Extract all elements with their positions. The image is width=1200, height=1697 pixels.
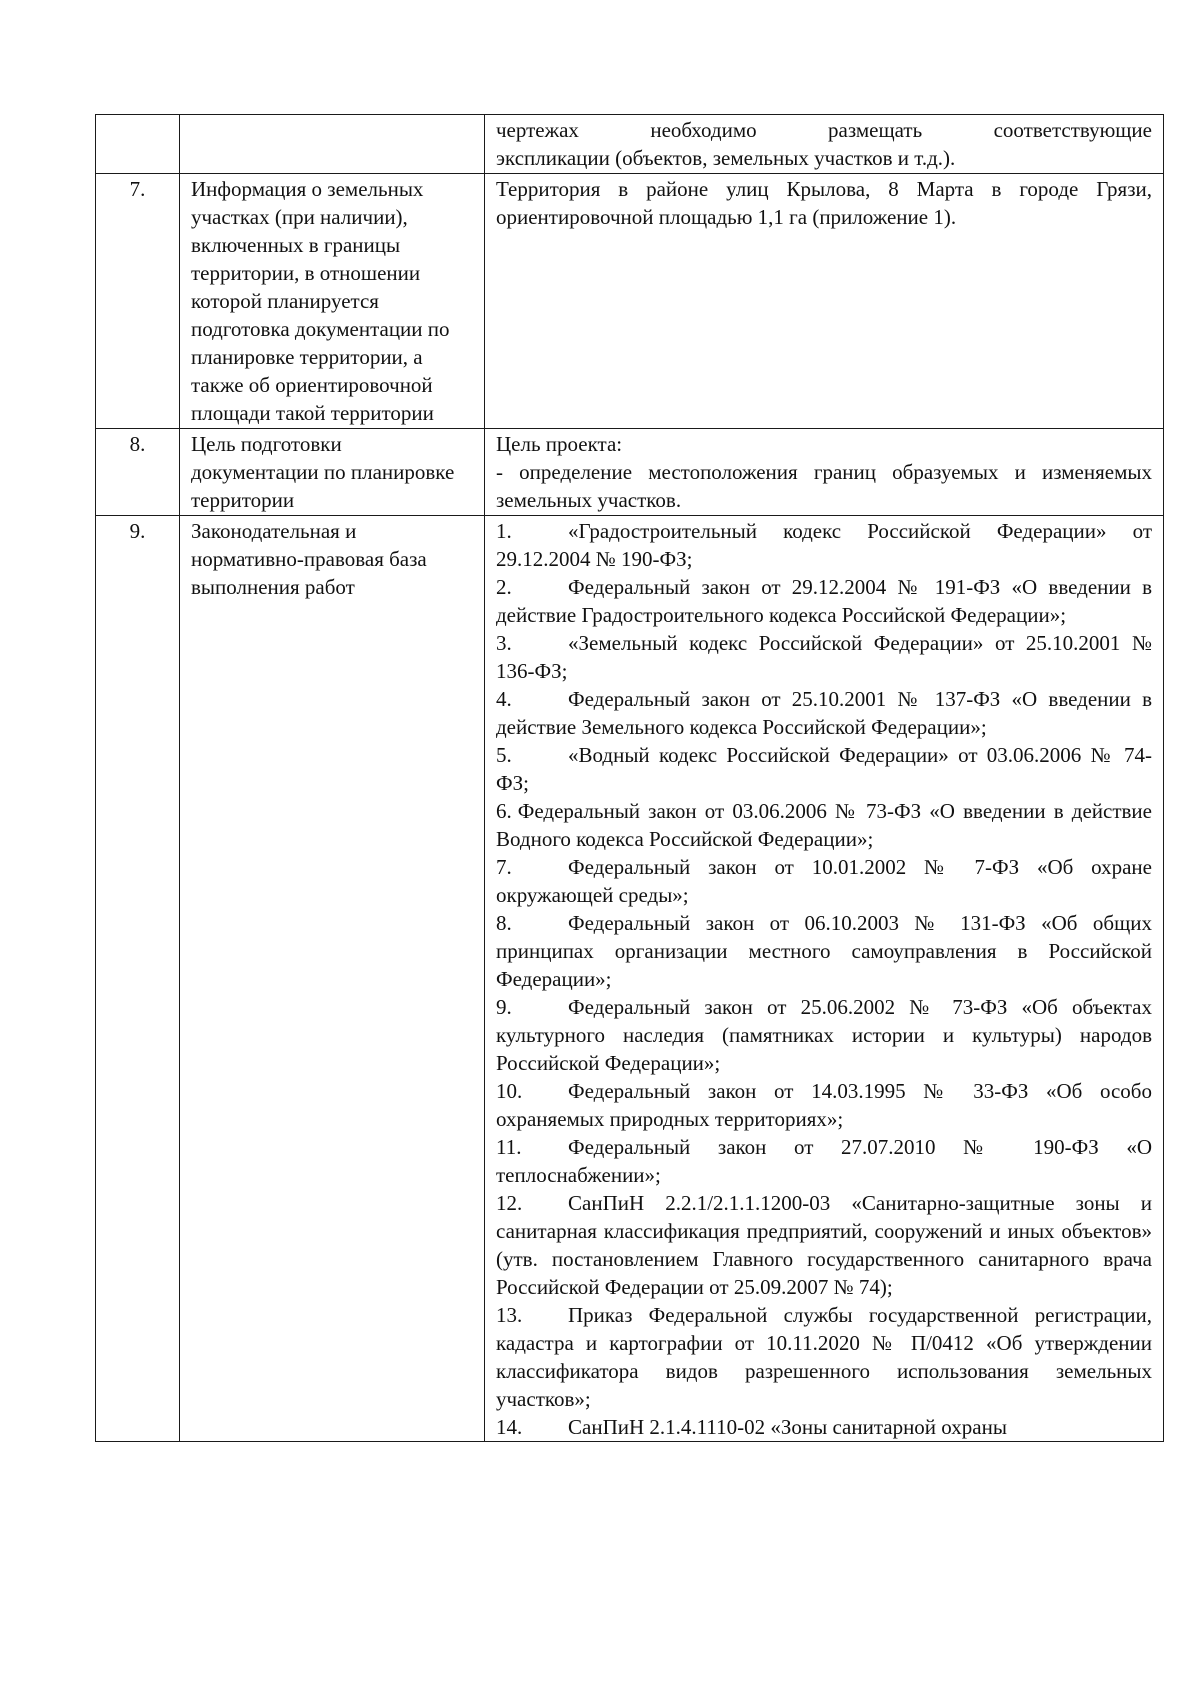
table-row bbox=[96, 115, 1164, 174]
law-list-item-number: 5. bbox=[496, 743, 512, 767]
law-list-item bbox=[496, 629, 1152, 685]
law-list-item-number: 4. bbox=[496, 687, 512, 711]
row-value-cell bbox=[485, 115, 1164, 174]
value-line: экспликации (объектов, земельных участков и т.д.). bbox=[496, 146, 956, 170]
row-label-cell: Цель подготовки документации по планировке территории bbox=[180, 429, 485, 516]
law-list-item-number: 12. bbox=[496, 1191, 523, 1215]
law-list-item bbox=[496, 1301, 1152, 1413]
law-list-item-number: 2. bbox=[496, 575, 512, 599]
law-list-item-text: Федеральный закон от 10.01.2002 № 7-ФЗ «Об охране окружающей среды»; bbox=[496, 855, 1152, 907]
law-list-item bbox=[496, 909, 1152, 993]
law-list-item-text: Федеральный закон от 14.03.1995 № 33-ФЗ «Об особо охраняемых природных территориях»; bbox=[496, 1079, 1152, 1131]
law-list-item-number: 14. bbox=[496, 1415, 523, 1439]
law-list-item-text: «Земельный кодекс Российской Федерации» от 25.10.2001 № 136-ФЗ; bbox=[496, 631, 1152, 683]
row-number-cell bbox=[96, 115, 180, 174]
law-list-item-number: 7. bbox=[496, 855, 512, 879]
law-list-item-text: Федеральный закон от 06.10.2003 № 131-ФЗ «Об общих принципах организации местного самоуправления в Российской Федерации»; bbox=[496, 911, 1152, 991]
law-list-item-number: 6. bbox=[496, 799, 512, 823]
law-list-item-text: Федеральный закон от 25.06.2002 № 73-ФЗ «Об объектах культурного наследия (памятниках истории и культуры) народов Российской Федерации»; bbox=[496, 995, 1152, 1075]
law-list-item-text: Федеральный закон от 27.07.2010 № 190-ФЗ «О теплоснабжении»; bbox=[496, 1135, 1152, 1187]
law-list-item-text: Приказ Федеральной службы государственной регистрации, кадастра и картографии от 10.11.2020 № П/0412 «Об утверждении классификатора видов разрешенного использования земельных участков»; bbox=[496, 1303, 1152, 1411]
table-row bbox=[96, 429, 1164, 516]
law-list-item bbox=[496, 1189, 1152, 1301]
row-label-cell: Информация о земельных участках (при наличии), включенных в границы территории, в отношении которой планируется подготовка документации по планировке территории, а также об ориентировочной площади такой территории bbox=[180, 174, 485, 429]
table-row bbox=[96, 174, 1164, 429]
law-list-item-text: Федеральный закон от 03.06.2006 № 73-ФЗ «О введении в действие Водного кодекса Российской Федерации»; bbox=[496, 799, 1152, 851]
law-list-item-text: «Градостроительный кодекс Российской Федерации» от 29.12.2004 № 190-ФЗ; bbox=[496, 519, 1152, 571]
law-list-item bbox=[496, 573, 1152, 629]
law-list-item-text: СанПиН 2.1.4.1110-02 «Зоны санитарной охраны bbox=[568, 1415, 1007, 1439]
law-list-item-text: «Водный кодекс Российской Федерации» от 03.06.2006 № 74-ФЗ; bbox=[496, 743, 1152, 795]
row-label-cell: Законодательная и нормативно-правовая база выполнения работ bbox=[180, 516, 485, 1442]
row-number-cell: 7. bbox=[96, 174, 180, 429]
row-number-cell: 8. bbox=[96, 429, 180, 516]
value-text: - определение местоположения границ образуемых и изменяемых земельных участков. bbox=[496, 460, 1152, 512]
table-row bbox=[96, 516, 1164, 1442]
row-value-cell bbox=[485, 174, 1164, 429]
law-list-item bbox=[496, 993, 1152, 1077]
law-list-item bbox=[496, 685, 1152, 741]
law-list-item-text: Федеральный закон от 29.12.2004 № 191-ФЗ «О введении в действие Градостроительного кодекса Российской Федерации»; bbox=[496, 575, 1152, 627]
row-value-cell bbox=[485, 429, 1164, 516]
law-list-item bbox=[496, 741, 1152, 797]
law-list-item bbox=[496, 517, 1152, 573]
law-list-item-text: СанПиН 2.2.1/2.1.1.1200-03 «Санитарно-защитные зоны и санитарная классификация предприятий, сооружений и иных объектов» (утв. постановлением Главного государственного санитарного врача Российской Федерации от 25.09.2007 № 74); bbox=[496, 1191, 1152, 1299]
value-text: Территория в районе улиц Крылова, 8 Марта в городе Грязи, ориентировочной площадью 1,1 га (приложение 1). bbox=[496, 177, 1152, 229]
requirements-table bbox=[95, 114, 1164, 1442]
law-list-item-number: 13. bbox=[496, 1303, 523, 1327]
law-list-item bbox=[496, 1077, 1152, 1133]
law-list-item-number: 11. bbox=[496, 1135, 522, 1159]
law-list-item-text: Федеральный закон от 25.10.2001 № 137-ФЗ «О введении в действие Земельного кодекса Российской Федерации»; bbox=[496, 687, 1152, 739]
row-number-cell: 9. bbox=[96, 516, 180, 1442]
row-value-cell bbox=[485, 516, 1164, 1442]
law-list-item-number: 9. bbox=[496, 995, 512, 1019]
law-list-item bbox=[496, 853, 1152, 909]
law-list-item-number: 1. bbox=[496, 519, 512, 543]
row-label-cell bbox=[180, 115, 485, 174]
law-list-item-number: 8. bbox=[496, 911, 512, 935]
value-title: Цель проекта: bbox=[496, 432, 623, 456]
law-list-item bbox=[496, 1133, 1152, 1189]
law-list-item bbox=[496, 797, 1152, 853]
law-list-item-number: 10. bbox=[496, 1079, 523, 1103]
value-line: чертежах необходимо размещать соответствующие bbox=[496, 118, 1152, 142]
law-list-item-number: 3. bbox=[496, 631, 512, 655]
law-list-item bbox=[496, 1413, 1152, 1440]
